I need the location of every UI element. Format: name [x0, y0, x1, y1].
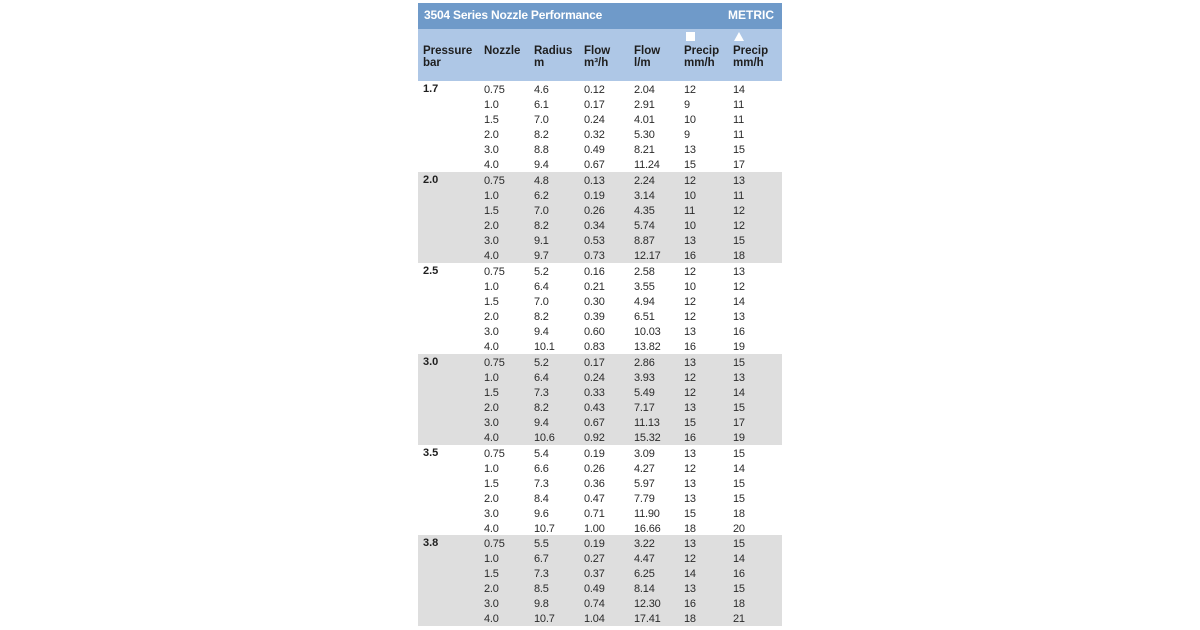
table-row	[418, 522, 782, 537]
cell-precip-triangle: 11	[733, 114, 745, 126]
cell-precip-triangle: 17	[733, 416, 745, 429]
cell-nozzle: 1.5	[484, 386, 499, 399]
cell-nozzle: 2.0	[484, 583, 499, 596]
cell-precip-square: 16	[684, 598, 696, 611]
cell-flow-m3h: 0.49	[584, 583, 605, 596]
cell-precip-square: 12	[684, 386, 696, 399]
cell-precip-triangle: 11	[733, 189, 745, 202]
header-flow-lm	[634, 45, 660, 69]
cell-nozzle: 0.75	[484, 265, 505, 278]
cell-flow-lm: 3.14	[634, 189, 655, 202]
cell-nozzle: 3.0	[484, 144, 499, 156]
cell-flow-lm: 5.30	[634, 129, 655, 141]
cell-precip-square: 12	[684, 265, 696, 278]
table-row	[418, 416, 782, 431]
cell-flow-m3h: 0.32	[584, 129, 605, 141]
cell-precip-triangle: 14	[733, 462, 745, 475]
cell-flow-m3h: 0.83	[584, 340, 605, 353]
cell-precip-square: 13	[684, 325, 696, 338]
cell-precip-triangle: 15	[733, 356, 745, 369]
cell-flow-lm: 5.97	[634, 477, 655, 490]
cell-nozzle: 0.75	[484, 447, 505, 460]
cell-precip-triangle: 14	[733, 295, 745, 308]
cell-precip-square: 12	[684, 295, 696, 308]
pressure-group	[418, 354, 782, 445]
cell-precip-triangle: 12	[733, 219, 745, 232]
table-row	[418, 567, 782, 582]
cell-precip-square: 13	[684, 477, 696, 490]
cell-radius: 5.2	[534, 265, 549, 278]
pressure-value: 1.7	[423, 83, 439, 95]
cell-radius: 10.6	[534, 431, 555, 444]
cell-nozzle: 1.0	[484, 99, 499, 111]
cell-radius: 9.1	[534, 234, 549, 247]
cell-precip-triangle: 19	[733, 431, 745, 444]
cell-flow-lm: 5.74	[634, 219, 655, 232]
pressure-value: 2.0	[423, 173, 439, 186]
cell-precip-square: 10	[684, 189, 696, 202]
cell-nozzle: 2.0	[484, 492, 499, 505]
header-nozzle-label: Nozzle	[484, 45, 521, 57]
cell-precip-square: 12	[684, 462, 696, 475]
cell-flow-lm: 6.51	[634, 310, 655, 323]
cell-radius: 7.0	[534, 204, 549, 217]
cell-radius: 10.7	[534, 522, 555, 535]
table-row	[418, 552, 782, 567]
cell-flow-m3h: 0.60	[584, 325, 605, 338]
cell-radius: 4.6	[534, 84, 549, 96]
cell-precip-triangle: 12	[733, 280, 745, 293]
cell-radius: 8.2	[534, 401, 549, 414]
table-row	[418, 447, 782, 462]
cell-flow-lm: 2.24	[634, 174, 655, 187]
cell-precip-triangle: 15	[733, 583, 745, 596]
nozzle-performance-table	[418, 3, 782, 627]
cell-precip-triangle: 15	[733, 234, 745, 247]
table-row	[418, 174, 782, 189]
cell-precip-triangle: 15	[733, 144, 745, 156]
title-bar	[418, 3, 782, 29]
cell-precip-square: 10	[684, 219, 696, 232]
cell-flow-lm: 8.87	[634, 234, 655, 247]
cell-radius: 10.7	[534, 613, 555, 626]
cell-nozzle: 1.5	[484, 568, 499, 581]
cell-flow-lm: 5.49	[634, 386, 655, 399]
header-precip-square	[684, 45, 719, 69]
cell-flow-lm: 3.22	[634, 538, 655, 551]
cell-flow-m3h: 0.27	[584, 553, 605, 566]
header-precip-square-unit: mm/h	[684, 57, 715, 69]
cell-precip-square: 10	[684, 114, 696, 126]
cell-flow-lm: 4.94	[634, 295, 655, 308]
cell-flow-m3h: 0.67	[584, 159, 605, 171]
cell-flow-m3h: 0.36	[584, 477, 605, 490]
cell-flow-lm: 11.24	[634, 159, 660, 171]
cell-nozzle: 4.0	[484, 522, 499, 535]
cell-nozzle: 1.0	[484, 280, 499, 293]
header-precip-triangle-unit: mm/h	[733, 57, 764, 69]
units-label: METRIC	[728, 8, 774, 22]
cell-flow-lm: 4.47	[634, 553, 655, 566]
header-radius	[534, 45, 572, 69]
table-row	[418, 295, 782, 310]
cell-flow-m3h: 0.24	[584, 371, 605, 384]
header-flow-m3h	[584, 45, 610, 69]
header-pressure	[423, 45, 472, 69]
cell-precip-square: 9	[684, 99, 690, 111]
cell-flow-m3h: 0.47	[584, 492, 605, 505]
cell-flow-lm: 3.55	[634, 280, 655, 293]
cell-precip-square: 13	[684, 583, 696, 596]
cell-flow-lm: 3.93	[634, 371, 655, 384]
cell-nozzle: 2.0	[484, 219, 499, 232]
cell-flow-lm: 2.91	[634, 99, 655, 111]
cell-flow-lm: 11.13	[634, 416, 660, 429]
cell-radius: 9.6	[534, 507, 549, 520]
cell-precip-triangle: 17	[733, 159, 745, 171]
table-row	[418, 310, 782, 325]
table-row	[418, 582, 782, 597]
cell-radius: 9.4	[534, 416, 549, 429]
table-row	[418, 204, 782, 219]
cell-radius: 4.8	[534, 174, 549, 187]
cell-precip-square: 13	[684, 538, 696, 551]
cell-flow-m3h: 0.13	[584, 174, 605, 187]
cell-radius: 8.2	[534, 219, 549, 232]
header-precip-square-label: Precip	[684, 45, 720, 57]
pressure-group	[418, 263, 782, 354]
cell-flow-lm: 12.30	[634, 598, 661, 611]
cell-flow-lm: 12.17	[634, 249, 661, 262]
table-row	[418, 340, 782, 355]
cell-flow-m3h: 0.43	[584, 401, 605, 414]
column-header-row	[418, 29, 782, 81]
table-row	[418, 507, 782, 522]
table-row	[418, 386, 782, 401]
cell-flow-m3h: 0.17	[584, 356, 605, 369]
table-row	[418, 612, 782, 627]
cell-precip-triangle: 15	[733, 447, 745, 460]
cell-flow-m3h: 1.04	[584, 613, 605, 626]
table-row	[418, 325, 782, 340]
header-radius-unit: m	[534, 57, 545, 69]
cell-nozzle: 1.0	[484, 462, 499, 475]
cell-flow-m3h: 0.71	[584, 507, 605, 520]
cell-nozzle: 2.0	[484, 129, 499, 141]
cell-nozzle: 0.75	[484, 356, 505, 369]
table-row	[418, 249, 782, 264]
cell-precip-square: 13	[684, 234, 696, 247]
table-row	[418, 98, 782, 113]
cell-flow-lm: 17.41	[634, 613, 661, 626]
pressure-value: 3.5	[423, 446, 439, 459]
cell-flow-m3h: 0.26	[584, 204, 605, 217]
table-row	[418, 158, 782, 173]
table-row	[418, 477, 782, 492]
pressure-value: 2.5	[423, 264, 439, 277]
cell-flow-m3h: 0.34	[584, 219, 605, 232]
cell-radius: 5.2	[534, 356, 549, 369]
header-pressure-label: Pressure	[423, 45, 473, 57]
table-row	[418, 462, 782, 477]
cell-precip-square: 13	[684, 447, 696, 460]
cell-radius: 6.1	[534, 99, 549, 111]
cell-flow-lm: 3.09	[634, 447, 655, 460]
table-row	[418, 371, 782, 386]
cell-radius: 10.1	[534, 340, 555, 353]
triangle-spacing-icon	[734, 32, 744, 41]
cell-flow-lm: 2.04	[634, 84, 655, 96]
table-row	[418, 356, 782, 371]
header-flow-m3h-unit: m³/h	[584, 57, 609, 69]
cell-nozzle: 4.0	[484, 249, 499, 262]
cell-radius: 8.5	[534, 583, 549, 596]
cell-precip-triangle: 15	[733, 492, 745, 505]
cell-radius: 7.0	[534, 114, 549, 126]
table-row	[418, 128, 782, 143]
table-title: 3504 Series Nozzle Performance	[424, 8, 603, 22]
cell-flow-lm: 10.03	[634, 325, 661, 338]
cell-precip-square: 15	[684, 507, 696, 520]
cell-precip-triangle: 13	[733, 174, 745, 187]
table-row	[418, 234, 782, 249]
cell-radius: 8.2	[534, 310, 549, 323]
cell-flow-m3h: 0.19	[584, 447, 605, 460]
cell-flow-m3h: 0.74	[584, 598, 605, 611]
cell-nozzle: 3.0	[484, 325, 499, 338]
cell-radius: 8.8	[534, 144, 549, 156]
cell-precip-triangle: 12	[733, 204, 745, 217]
table-row	[418, 597, 782, 612]
cell-flow-lm: 15.32	[634, 431, 661, 444]
cell-radius: 5.5	[534, 538, 549, 551]
table-row	[418, 401, 782, 416]
cell-precip-square: 16	[684, 249, 696, 262]
cell-flow-m3h: 0.39	[584, 310, 605, 323]
cell-precip-square: 12	[684, 553, 696, 566]
cell-precip-square: 18	[684, 613, 696, 626]
cell-nozzle: 3.0	[484, 507, 499, 520]
cell-flow-lm: 4.27	[634, 462, 655, 475]
cell-precip-triangle: 15	[733, 401, 745, 414]
cell-radius: 6.7	[534, 553, 549, 566]
cell-nozzle: 3.0	[484, 234, 499, 247]
cell-radius: 6.4	[534, 280, 549, 293]
cell-flow-m3h: 1.00	[584, 522, 605, 535]
cell-radius: 9.4	[534, 159, 549, 171]
cell-nozzle: 0.75	[484, 174, 505, 187]
cell-precip-square: 15	[684, 416, 696, 429]
cell-radius: 9.8	[534, 598, 549, 611]
cell-precip-square: 13	[684, 492, 696, 505]
cell-precip-square: 15	[684, 159, 696, 171]
cell-flow-lm: 13.82	[634, 340, 661, 353]
cell-precip-triangle: 19	[733, 340, 745, 353]
cell-radius: 7.3	[534, 386, 549, 399]
cell-precip-square: 12	[684, 310, 696, 323]
cell-flow-lm: 4.35	[634, 204, 655, 217]
cell-precip-triangle: 14	[733, 553, 745, 566]
cell-radius: 8.4	[534, 492, 549, 505]
header-flow-lm-label: Flow	[634, 45, 661, 57]
cell-flow-m3h: 0.21	[584, 280, 605, 293]
cell-nozzle: 3.0	[484, 598, 499, 611]
table-row	[418, 113, 782, 128]
cell-precip-triangle: 15	[733, 538, 745, 551]
cell-flow-lm: 8.14	[634, 583, 655, 596]
cell-flow-m3h: 0.19	[584, 538, 605, 551]
cell-flow-m3h: 0.53	[584, 234, 605, 247]
cell-flow-m3h: 0.17	[584, 99, 605, 111]
cell-flow-m3h: 0.26	[584, 462, 605, 475]
cell-precip-square: 12	[684, 174, 696, 187]
cell-radius: 6.2	[534, 189, 549, 202]
pressure-group	[418, 81, 782, 172]
cell-precip-triangle: 15	[733, 477, 745, 490]
header-precip-triangle	[733, 45, 768, 69]
cell-precip-triangle: 13	[733, 310, 745, 323]
table-row	[418, 537, 782, 552]
header-nozzle	[484, 45, 520, 57]
header-flow-lm-unit: l/m	[634, 57, 651, 69]
cell-flow-m3h: 0.49	[584, 144, 605, 156]
cell-flow-lm: 2.86	[634, 356, 655, 369]
table-row	[418, 83, 782, 98]
cell-precip-triangle: 16	[733, 568, 745, 581]
cell-nozzle: 1.5	[484, 295, 499, 308]
cell-nozzle: 1.0	[484, 371, 499, 384]
cell-nozzle: 3.0	[484, 416, 499, 429]
cell-precip-square: 11	[684, 204, 696, 217]
cell-radius: 6.6	[534, 462, 549, 475]
table-row	[418, 265, 782, 280]
cell-flow-m3h: 0.12	[584, 84, 605, 96]
table-row	[418, 431, 782, 446]
cell-nozzle: 1.5	[484, 204, 499, 217]
header-pressure-unit: bar	[423, 57, 441, 69]
cell-flow-m3h: 0.92	[584, 431, 605, 444]
cell-nozzle: 1.5	[484, 114, 499, 126]
cell-flow-m3h: 0.30	[584, 295, 605, 308]
cell-precip-triangle: 11	[733, 99, 745, 111]
cell-precip-triangle: 14	[733, 84, 745, 96]
cell-precip-square: 13	[684, 401, 696, 414]
cell-precip-square: 16	[684, 340, 696, 353]
header-precip-triangle-label: Precip	[733, 45, 769, 57]
cell-radius: 7.3	[534, 568, 549, 581]
cell-nozzle: 1.5	[484, 477, 499, 490]
cell-flow-m3h: 0.33	[584, 386, 605, 399]
cell-precip-triangle: 20	[733, 522, 745, 535]
cell-nozzle: 1.0	[484, 553, 499, 566]
pressure-group	[418, 535, 782, 626]
square-spacing-icon	[686, 32, 695, 41]
cell-precip-square: 14	[684, 568, 696, 581]
cell-precip-square: 9	[684, 129, 690, 141]
cell-radius: 5.4	[534, 447, 549, 460]
cell-radius: 7.3	[534, 477, 549, 490]
cell-radius: 7.0	[534, 295, 549, 308]
cell-radius: 9.7	[534, 249, 549, 262]
cell-flow-lm: 16.66	[634, 522, 661, 535]
cell-flow-lm: 11.90	[634, 507, 660, 520]
cell-flow-lm: 6.25	[634, 568, 655, 581]
table-row	[418, 280, 782, 295]
cell-precip-square: 13	[684, 356, 696, 369]
cell-nozzle: 4.0	[484, 431, 499, 444]
cell-flow-m3h: 0.19	[584, 189, 605, 202]
table-body	[418, 81, 782, 626]
table-row	[418, 492, 782, 507]
cell-precip-triangle: 21	[733, 613, 745, 626]
table-row	[418, 143, 782, 158]
cell-radius: 9.4	[534, 325, 549, 338]
cell-nozzle: 0.75	[484, 84, 505, 96]
cell-flow-lm: 4.01	[634, 114, 655, 126]
cell-precip-triangle: 18	[733, 598, 745, 611]
cell-nozzle: 4.0	[484, 340, 499, 353]
cell-precip-square: 13	[684, 144, 696, 156]
cell-flow-lm: 7.17	[634, 401, 655, 414]
cell-flow-lm: 8.21	[634, 144, 655, 156]
cell-nozzle: 4.0	[484, 613, 499, 626]
cell-flow-m3h: 0.73	[584, 249, 605, 262]
pressure-value: 3.0	[423, 355, 439, 368]
cell-precip-triangle: 13	[733, 265, 745, 278]
cell-flow-m3h: 0.37	[584, 568, 605, 581]
pressure-group	[418, 172, 782, 263]
cell-precip-triangle: 13	[733, 371, 745, 384]
cell-nozzle: 4.0	[484, 159, 499, 171]
pressure-value: 3.8	[423, 537, 439, 550]
cell-precip-triangle: 14	[733, 386, 745, 399]
cell-precip-triangle: 11	[733, 129, 745, 141]
header-radius-label: Radius	[534, 45, 573, 57]
table-row	[418, 189, 782, 204]
cell-nozzle: 0.75	[484, 538, 505, 551]
cell-flow-m3h: 0.16	[584, 265, 605, 278]
cell-precip-square: 12	[684, 84, 696, 96]
cell-precip-square: 10	[684, 280, 696, 293]
pressure-group	[418, 445, 782, 536]
cell-precip-square: 18	[684, 522, 696, 535]
table-row	[418, 219, 782, 234]
cell-precip-square: 16	[684, 431, 696, 444]
cell-flow-m3h: 0.24	[584, 114, 605, 126]
cell-precip-triangle: 16	[733, 325, 745, 338]
header-flow-m3h-label: Flow	[584, 45, 611, 57]
cell-nozzle: 2.0	[484, 401, 499, 414]
cell-nozzle: 2.0	[484, 310, 499, 323]
cell-precip-triangle: 18	[733, 249, 745, 262]
cell-radius: 6.4	[534, 371, 549, 384]
cell-precip-square: 12	[684, 371, 696, 384]
cell-flow-lm: 7.79	[634, 492, 655, 505]
cell-nozzle: 1.0	[484, 189, 499, 202]
cell-flow-m3h: 0.67	[584, 416, 605, 429]
cell-precip-triangle: 18	[733, 507, 745, 520]
cell-radius: 8.2	[534, 129, 549, 141]
cell-flow-lm: 2.58	[634, 265, 655, 278]
